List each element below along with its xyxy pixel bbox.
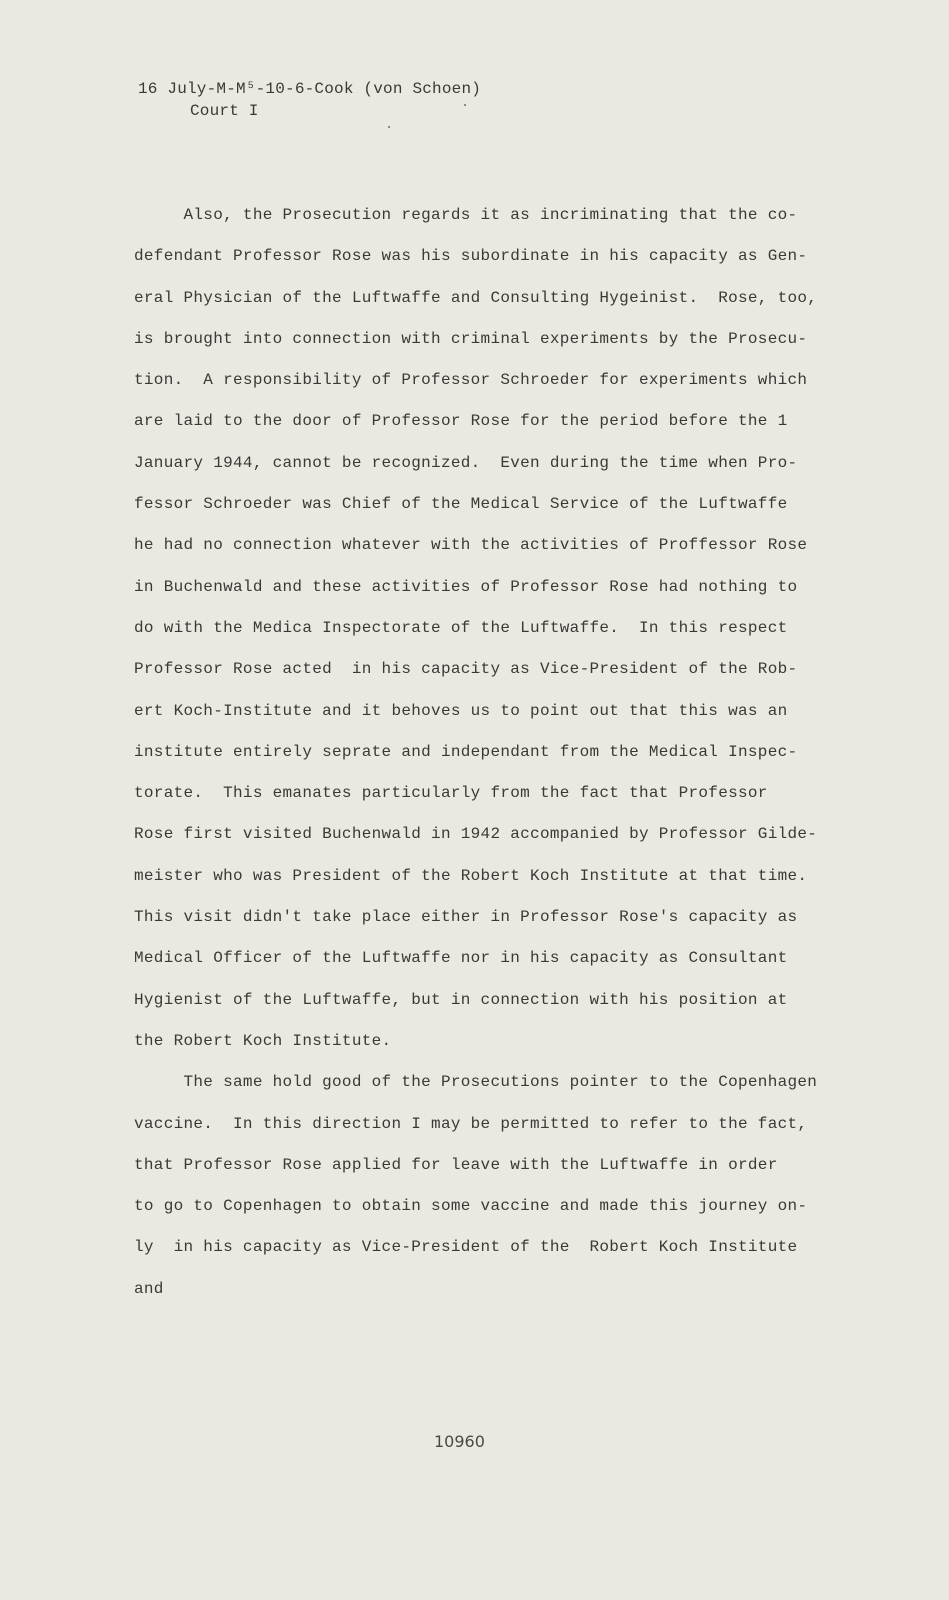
text-line: torate. This emanates particularly from the fact that Professor <box>134 784 768 803</box>
header-session-line: 16 July-M-M⁵-10-6-Cook (von Schoen) <box>138 80 482 98</box>
text-line: he had no connection whatever with the activities of Proffessor Rose <box>134 536 808 555</box>
body-text <box>134 204 854 1319</box>
text-line: The same hold good of the Prosecutions pointer to the Copenhagen <box>134 1073 818 1092</box>
text-line: in Buchenwald and these activities of Professor Rose had nothing to <box>134 577 798 596</box>
text-line: do with the Medica Inspectorate of the Luftwaffe. In this respect <box>134 618 788 637</box>
paper-speck <box>388 126 390 128</box>
text-line: Rose first visited Buchenwald in 1942 accompanied by Professor Gilde- <box>134 825 818 844</box>
text-line: January 1944, cannot be recognized. Even during the time when Pro- <box>134 453 798 472</box>
text-line: ly in his capacity as Vice-President of the Robert Koch Institute <box>134 1238 798 1257</box>
document-header <box>138 78 481 122</box>
text-line: fessor Schroeder was Chief of the Medical Service of the Luftwaffe <box>134 495 788 514</box>
text-line: ert Koch-Institute and it behoves us to point out that this was an <box>134 701 788 720</box>
paper-speck <box>464 104 466 106</box>
page-number: 10960 <box>434 1432 485 1451</box>
text-line: defendant Professor Rose was his subordinate in his capacity as Gen- <box>134 247 808 266</box>
text-line: to go to Copenhagen to obtain some vaccine and made this journey on- <box>134 1197 808 1216</box>
text-line: are laid to the door of Professor Rose for the period before the 1 <box>134 412 788 431</box>
header-court-line: Court I <box>190 102 259 120</box>
text-line: institute entirely seprate and independant from the Medical Inspec- <box>134 742 798 761</box>
text-line: Medical Officer of the Luftwaffe nor in his capacity as Consultant <box>134 949 788 968</box>
text-line: meister who was President of the Robert Koch Institute at that time. <box>134 866 808 885</box>
text-line: Professor Rose acted in his capacity as Vice-President of the Rob- <box>134 660 798 679</box>
text-line: eral Physician of the Luftwaffe and Consulting Hygeinist. Rose, too, <box>134 288 818 307</box>
text-line: Hygienist of the Luftwaffe, but in connection with his position at <box>134 990 788 1009</box>
text-line: that Professor Rose applied for leave with the Luftwaffe in order <box>134 1155 778 1174</box>
text-line: Also, the Prosecution regards it as incriminating that the co- <box>134 206 798 224</box>
text-line: and <box>134 1279 164 1298</box>
text-line: This visit didn't take place either in Professor Rose's capacity as <box>134 908 798 927</box>
text-line: the Robert Koch Institute. <box>134 1031 392 1050</box>
text-line: is brought into connection with criminal experiments by the Prosecu- <box>134 329 808 348</box>
text-line: tion. A responsibility of Professor Schroeder for experiments which <box>134 371 808 390</box>
text-line: vaccine. In this direction I may be permitted to refer to the fact, <box>134 1114 808 1133</box>
